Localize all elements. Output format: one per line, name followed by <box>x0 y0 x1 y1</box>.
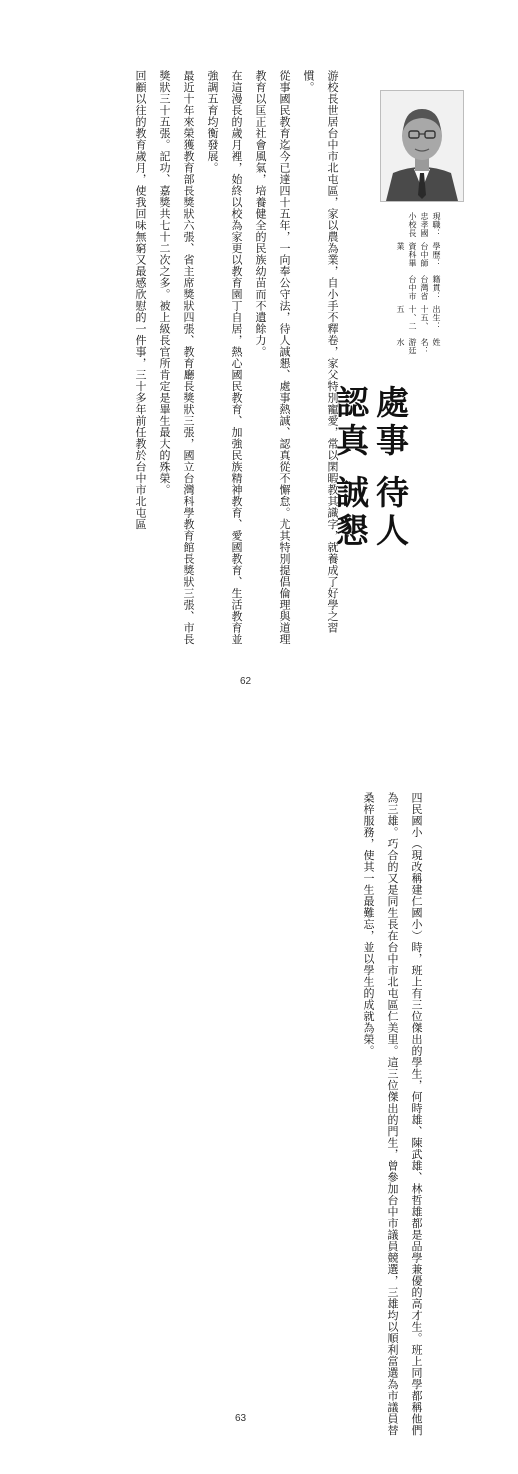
portrait-photo <box>380 90 464 202</box>
profile-origin: 籍貫：台灣省台中市 <box>408 275 441 301</box>
portrait-drawing <box>381 91 463 201</box>
paragraph-4: 最近十年來榮獲教育部長獎狀六張、省主席獎狀四張、教育廳長獎狀三張，國立台灣科學教育館長獎狀三張、市長獎狀三十五張。記功、嘉獎共七十二次之多。被上級長官所肯定是畢生最大的殊榮。 <box>158 70 195 645</box>
profile-birth: 出生：十五、十、二五 <box>396 305 441 331</box>
article-title <box>330 385 410 555</box>
profile-info <box>394 212 442 357</box>
paragraph-continued: 四民國小（現改稱建仁國小）時，班上有三位傑出的學生，何時雄、陳武雄、林哲雄都是品學兼優的高才生。班上同學都稱他們為三雄。巧合的又是同生長在台中市北屯區仁美里。這三位傑出的門生，曾參加台中市議員競選，三雄均以順利當選為市議員替桑梓服務，使其一生最難忘，並以學生的成就為榮。 <box>362 792 423 1436</box>
profile-name: 姓名：游廷水 <box>396 338 441 356</box>
article-body <box>66 70 344 650</box>
paragraph-2: 從事國民教育迄今已達四十五年，一向奉公守法，待人誠懇、處事熱誠、認真從不懈怠。尤其特別提倡倫理與道理教育以匡正社會風氣，培養健全的民族幼苗而不遺餘力。 <box>254 70 291 645</box>
profile-position: 現職：忠孝國小校長 <box>408 212 441 238</box>
paragraph-1: 游校長世居台中市北屯區，家以農為業，自小手不釋卷，家父特別寵愛，常以閑暇教其識字，就養成了好學之習慣。 <box>302 70 339 634</box>
paragraph-5: 回顧以往的教育歲月，使我回味無窮又最感欣慰的一件事，三十多年前任教於台中市北屯區 <box>134 70 147 530</box>
title-line-2: 處事認真 <box>331 385 410 461</box>
profile-education: 學歷：台中師資科畢業 <box>396 242 441 268</box>
page-number: 62 <box>240 676 252 687</box>
page-63 <box>0 737 518 1474</box>
page-number: 63 <box>235 1413 247 1424</box>
article-body-continued <box>338 792 428 1442</box>
title-line-1: 待人誠懇 <box>331 475 410 551</box>
paragraph-3: 在這漫長的歲月裡，始終以校為家更以教育園丁自居，熱心國民教育、加強民族精神教育、愛國教育、生活教育並強調五育均衡發展。 <box>206 70 243 645</box>
